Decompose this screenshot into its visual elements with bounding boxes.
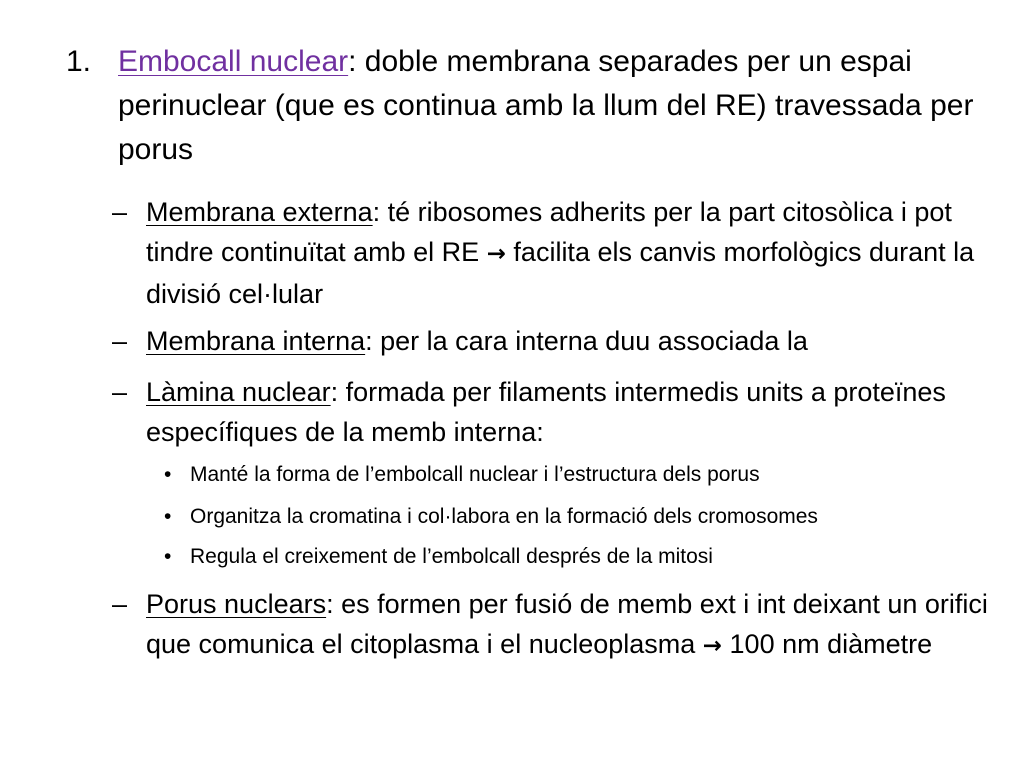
- link-porus-nuclears[interactable]: Porus nuclears: [146, 589, 327, 619]
- item-text: : es formen per fusió de memb ext i int deixant un orifici que comunica el citoplasma i el nucleoplasma: [146, 589, 988, 659]
- item-text: : formada per filaments intermedis units a proteïnes específiques de la memb interna:: [146, 377, 946, 447]
- item-text: facilita els canvis morfològics durant la divisió cel·lular: [146, 237, 975, 309]
- link-membrana-interna[interactable]: Membrana interna: [146, 326, 366, 356]
- bullet-text: Regula el creixement de l’embolcall després de la mitosi: [190, 545, 713, 568]
- arrow-right-icon: →: [486, 241, 506, 267]
- list-item-lamina-nuclear: [112, 372, 992, 452]
- bullet-marker: •: [164, 505, 172, 528]
- list-item-body: [146, 192, 992, 314]
- list-number: 1.: [66, 45, 92, 78]
- item-text: : doble membrana separades per un espai perinuclear (que es continua amb la llum del RE) travessada per porus: [118, 45, 974, 166]
- bullet-marker: •: [164, 463, 172, 486]
- list-item-body: [146, 321, 992, 361]
- item-text: : per la cara interna duu associada la: [365, 326, 808, 356]
- list-item-membrana-externa: [112, 192, 992, 314]
- list-item-porus-nuclears: [112, 584, 992, 666]
- list-item-membrana-interna: [112, 321, 992, 361]
- link-membrana-externa[interactable]: Membrana externa: [146, 197, 373, 227]
- list-item-embocall-nuclear: [66, 40, 1006, 172]
- arrow-right-icon: →: [702, 633, 723, 659]
- dash-marker: –: [112, 589, 128, 619]
- bullet-text: Organitza la cromatina i col·labora en la formació dels cromosomes: [190, 505, 818, 528]
- bullet-item: [164, 542, 994, 572]
- list-item-body: [146, 372, 992, 452]
- bullet-item: [164, 460, 994, 490]
- link-embocall-nuclear[interactable]: Embocall nuclear: [118, 45, 349, 78]
- link-lamina-nuclear[interactable]: Làmina nuclear: [146, 377, 331, 407]
- bullet-item: [164, 502, 994, 532]
- item-text: 100 nm diàmetre: [722, 629, 933, 659]
- dash-marker: –: [112, 377, 128, 407]
- dash-marker: –: [112, 326, 128, 356]
- bullet-text: Manté la forma de l’embolcall nuclear i l’estructura dels porus: [190, 463, 760, 486]
- list-item-body: [118, 40, 1006, 172]
- list-item-body: [146, 584, 992, 666]
- dash-marker: –: [112, 197, 128, 227]
- item-text: : té ribosomes adherits per la part citosòlica i pot tindre continuïtat amb el RE: [146, 197, 952, 267]
- bullet-marker: •: [164, 545, 172, 568]
